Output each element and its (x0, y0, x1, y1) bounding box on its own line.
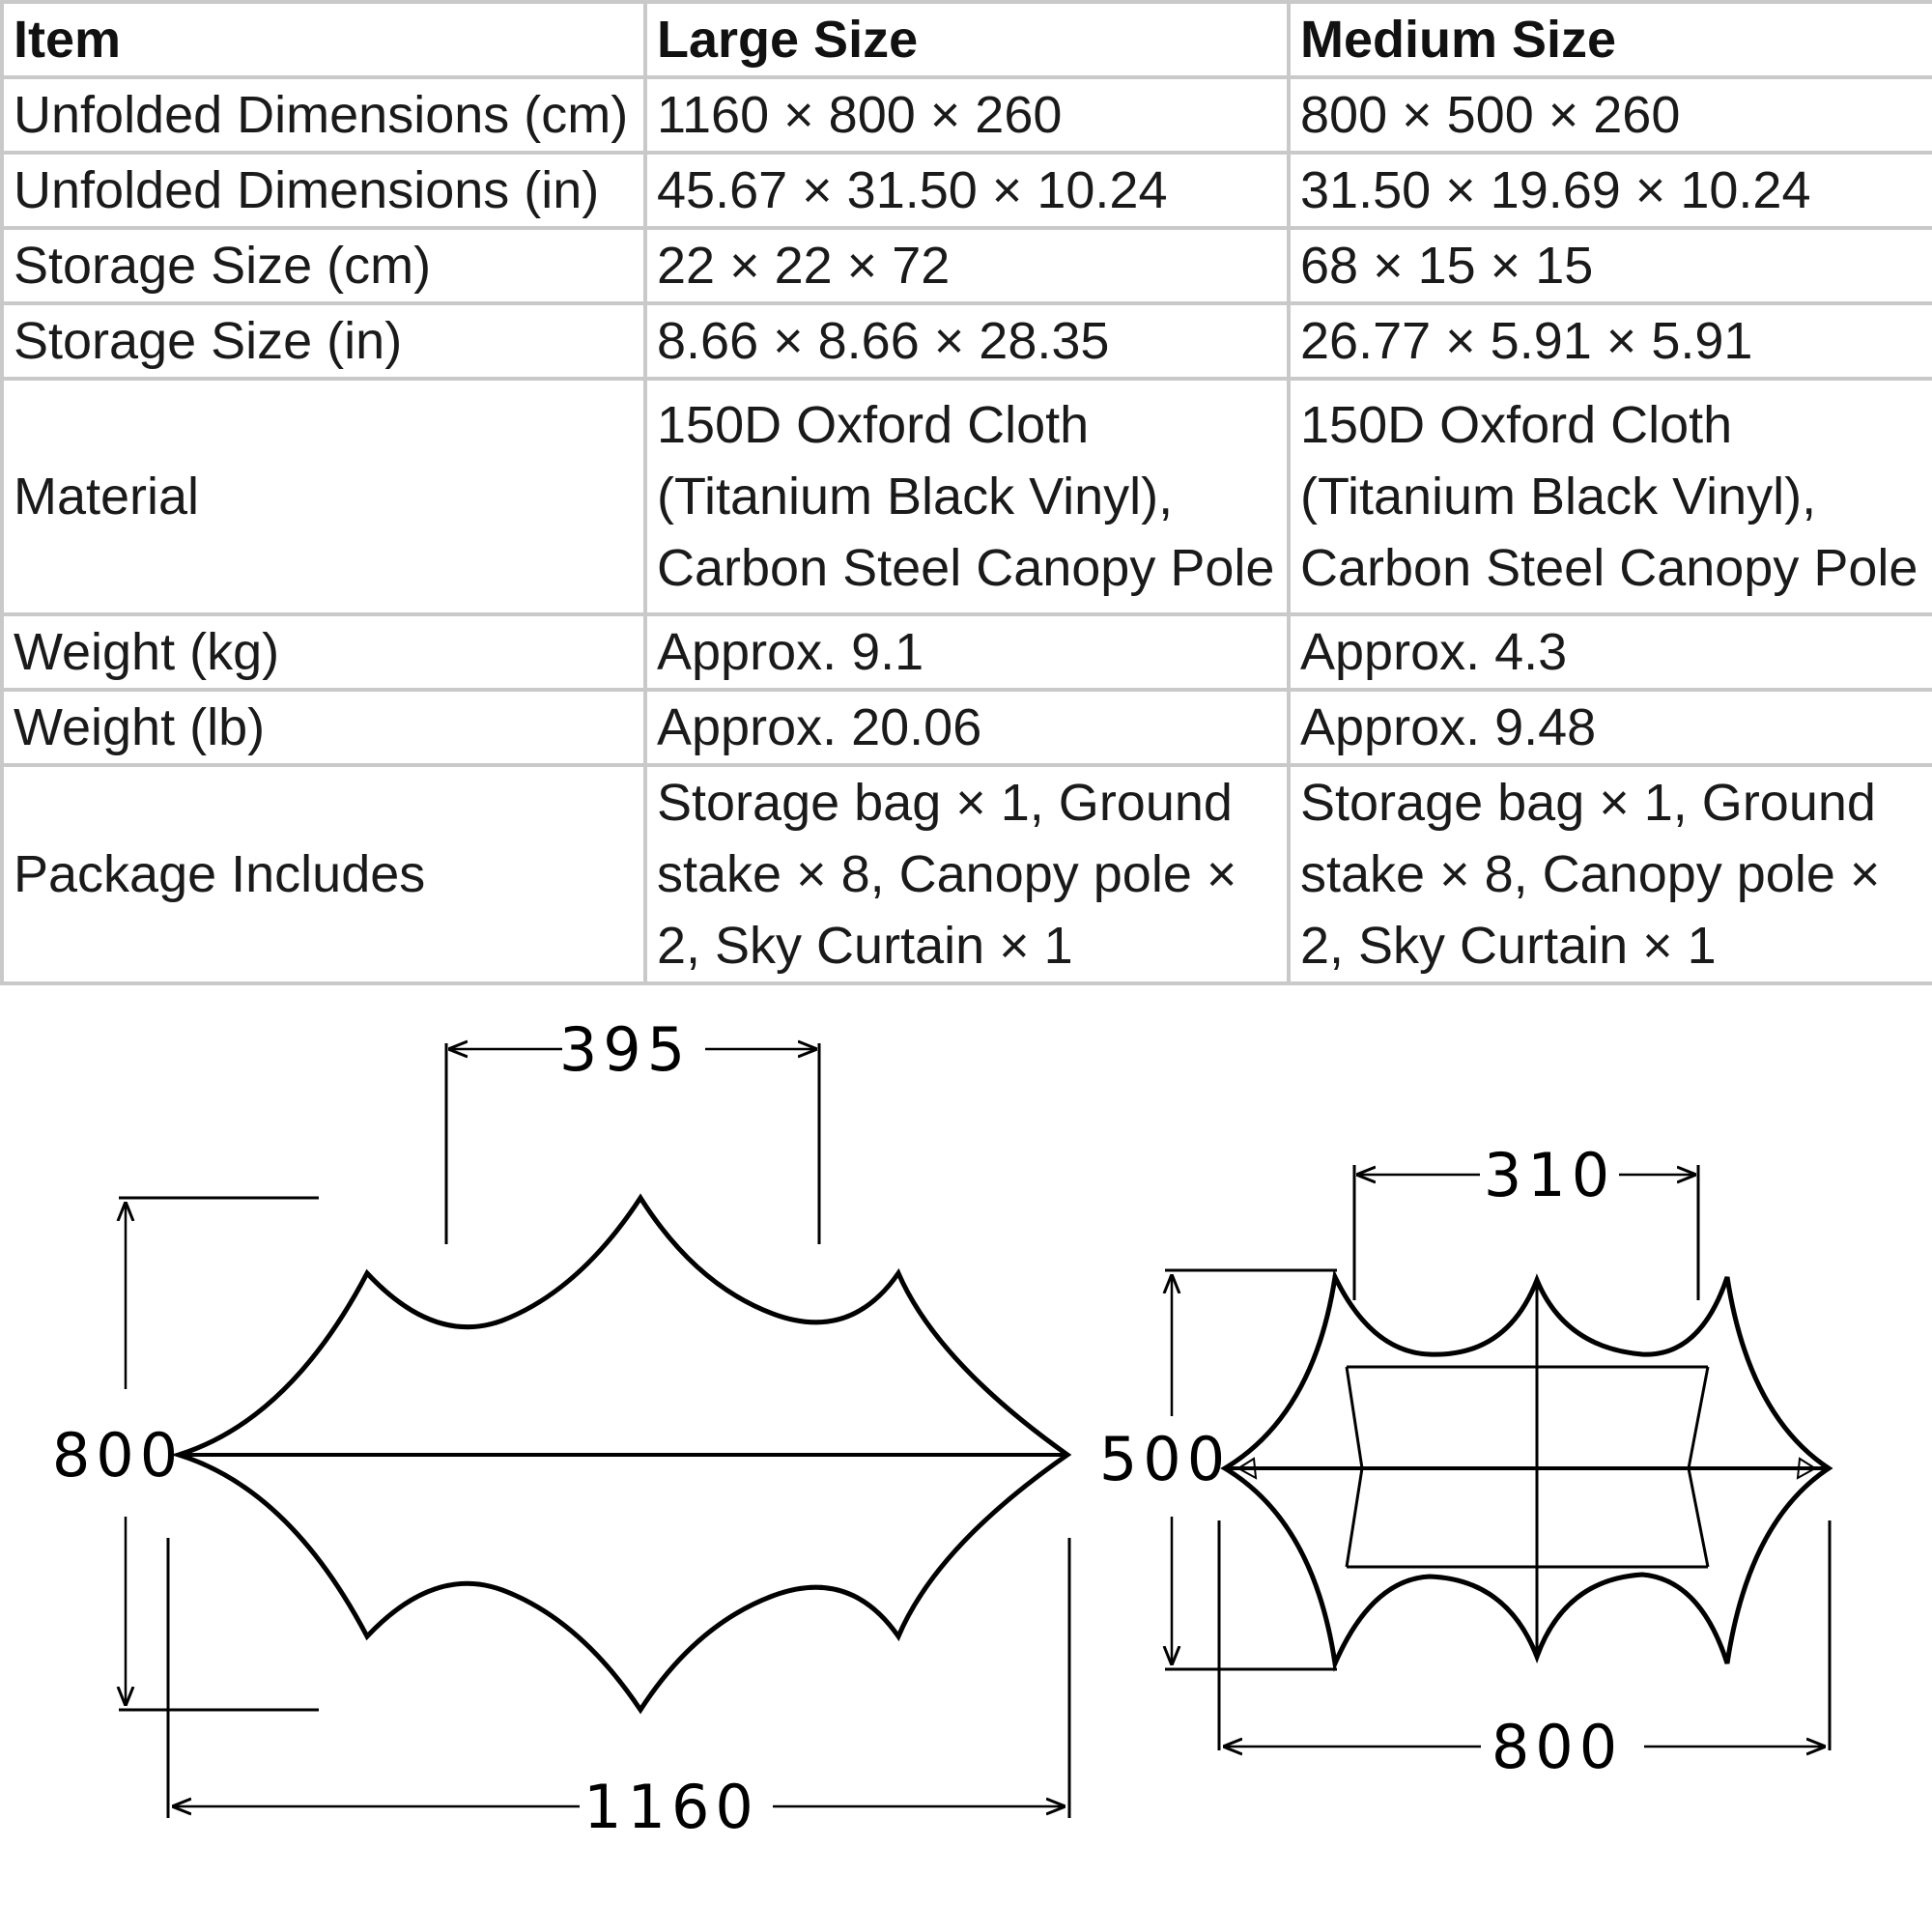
row-label: Package Includes (2, 765, 645, 983)
medium-value (1289, 379, 1932, 614)
medium-height-label: 500 (1098, 1424, 1232, 1494)
row-label: Unfolded Dimensions (in) (2, 153, 645, 228)
large-top-width-label: 395 (558, 1014, 692, 1085)
medium-value: 800 × 500 × 260 (1289, 77, 1932, 153)
table-row (2, 614, 1932, 690)
medium-top-width-label: 310 (1483, 1140, 1616, 1210)
table-row (2, 690, 1932, 765)
cell-line: 150D Oxford Cloth (1300, 396, 1733, 454)
row-label: Unfolded Dimensions (cm) (2, 77, 645, 153)
large-tarp-diagram (119, 1043, 1069, 1818)
cell-line: Carbon Steel Canopy Pole (657, 539, 1275, 597)
large-value: Approx. 9.1 (645, 614, 1289, 690)
medium-value: 68 × 15 × 15 (1289, 228, 1932, 303)
large-height-label: 800 (51, 1420, 185, 1491)
cell-line: (Titanium Black Vinyl), (657, 468, 1174, 526)
medium-tarp-diagram (1165, 1165, 1830, 1750)
cell-line: 2, Sky Curtain × 1 (1300, 917, 1717, 975)
table-row (2, 153, 1932, 228)
cell-line: Storage bag × 1, Ground (657, 774, 1233, 832)
large-value: 8.66 × 8.66 × 28.35 (645, 303, 1289, 379)
large-value (645, 379, 1289, 614)
cell-line: Storage bag × 1, Ground (1300, 774, 1876, 832)
dimension-diagrams (0, 976, 1932, 1932)
large-value: 22 × 22 × 72 (645, 228, 1289, 303)
cell-line: Carbon Steel Canopy Pole (1300, 539, 1918, 597)
medium-value: Approx. 9.48 (1289, 690, 1932, 765)
row-label: Weight (kg) (2, 614, 645, 690)
large-length-label: 1160 (583, 1772, 759, 1842)
cell-line: stake × 8, Canopy pole × (1300, 845, 1881, 903)
dimension-diagrams-svg (0, 976, 1932, 1932)
medium-value (1289, 765, 1932, 983)
cell-line: 2, Sky Curtain × 1 (657, 917, 1073, 975)
cell-line: stake × 8, Canopy pole × (657, 845, 1237, 903)
large-value: 1160 × 800 × 260 (645, 77, 1289, 153)
table-row (2, 228, 1932, 303)
row-label: Storage Size (in) (2, 303, 645, 379)
cell-line: 150D Oxford Cloth (657, 396, 1090, 454)
medium-length-label: 800 (1491, 1712, 1624, 1782)
medium-value: 31.50 × 19.69 × 10.24 (1289, 153, 1932, 228)
header-item: Item (2, 2, 645, 77)
table-row (2, 379, 1932, 614)
large-value: 45.67 × 31.50 × 10.24 (645, 153, 1289, 228)
row-label: Storage Size (cm) (2, 228, 645, 303)
table-row (2, 303, 1932, 379)
medium-value: 26.77 × 5.91 × 5.91 (1289, 303, 1932, 379)
cell-line: (Titanium Black Vinyl), (1300, 468, 1817, 526)
header-large-size: Large Size (645, 2, 1289, 77)
large-value (645, 765, 1289, 983)
medium-value: Approx. 4.3 (1289, 614, 1932, 690)
header-medium-size: Medium Size (1289, 2, 1932, 77)
row-label: Weight (lb) (2, 690, 645, 765)
header-row (2, 2, 1932, 77)
row-label: Material (2, 379, 645, 614)
table-row (2, 765, 1932, 983)
large-value: Approx. 20.06 (645, 690, 1289, 765)
table-row (2, 77, 1932, 153)
